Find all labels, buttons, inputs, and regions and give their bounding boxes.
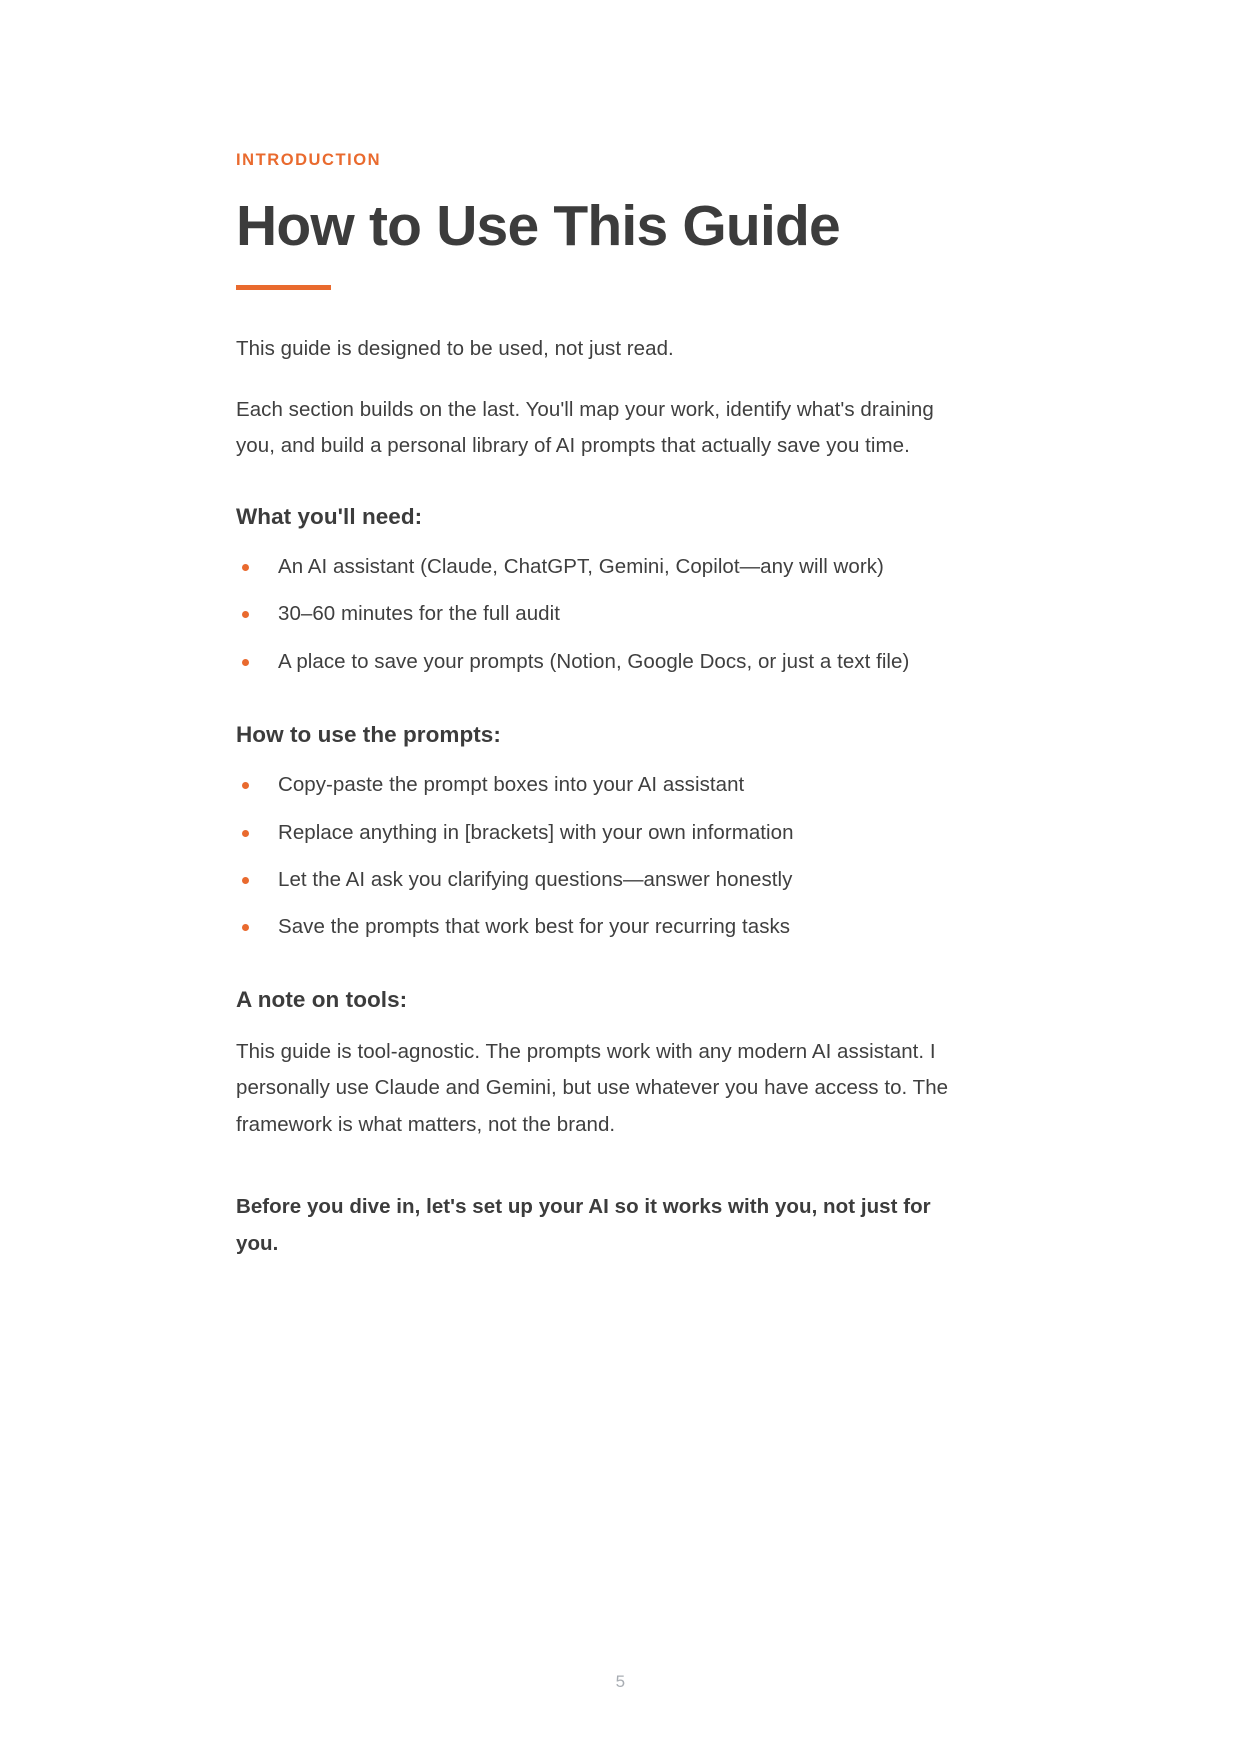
subheading-a-note-on-tools: A note on tools: bbox=[236, 987, 408, 1013]
list-what-youll-need bbox=[236, 549, 971, 679]
page-number: 5 bbox=[615, 1672, 626, 1691]
second-paragraph: Each section builds on the last. You'll map your work, identify what's draining you, and build a personal library of AI prompts that actually save you time. bbox=[236, 397, 934, 458]
page-title: How to Use This Guide bbox=[236, 193, 840, 258]
page-content bbox=[236, 0, 971, 1262]
note-on-tools-paragraph: This guide is tool-agnostic. The prompts work with any modern AI assistant. I personally use Claude and Gemini, but use whatever you have access to. The framework is what matters, not the brand. bbox=[236, 1039, 949, 1136]
list-item bbox=[236, 862, 971, 897]
section-eyebrow: INTRODUCTION bbox=[236, 151, 382, 169]
intro-paragraph: This guide is designed to be used, not just read. bbox=[236, 337, 674, 361]
list-item bbox=[236, 815, 971, 850]
bullet-dot-icon bbox=[242, 877, 249, 884]
list-item bbox=[236, 909, 971, 944]
list-item-label: A place to save your prompts (Notion, Google Docs, or just a text file) bbox=[278, 649, 910, 673]
subheading-what-youll-need: What you'll need: bbox=[236, 503, 423, 529]
list-item bbox=[236, 767, 971, 802]
bullet-dot-icon bbox=[242, 782, 249, 789]
list-item-label: 30–60 minutes for the full audit bbox=[278, 602, 560, 626]
list-item bbox=[236, 644, 971, 679]
bullet-dot-icon bbox=[242, 564, 249, 571]
list-item bbox=[236, 549, 971, 584]
bullet-dot-icon bbox=[242, 830, 249, 837]
list-item-label: Copy-paste the prompt boxes into your AI assistant bbox=[278, 773, 745, 797]
list-how-to-use-the-prompts bbox=[236, 767, 971, 944]
bullet-dot-icon bbox=[242, 924, 249, 931]
list-item-label: Save the prompts that work best for your recurring tasks bbox=[278, 915, 791, 938]
subheading-how-to-use-the-prompts: How to use the prompts: bbox=[236, 721, 501, 747]
bullet-dot-icon bbox=[242, 659, 249, 666]
accent-rule bbox=[236, 285, 331, 290]
list-item-label: Replace anything in [brackets] with your own information bbox=[278, 820, 794, 844]
closing-paragraph: Before you dive in, let's set up your AI so it works with you, not just for you. bbox=[236, 1195, 931, 1255]
list-item-label: An AI assistant (Claude, ChatGPT, Gemini, Copilot—any will work) bbox=[278, 555, 884, 578]
list-item-label: Let the AI ask you clarifying questions—answer honestly bbox=[278, 867, 793, 891]
list-item bbox=[236, 596, 971, 631]
bullet-dot-icon bbox=[242, 611, 249, 618]
